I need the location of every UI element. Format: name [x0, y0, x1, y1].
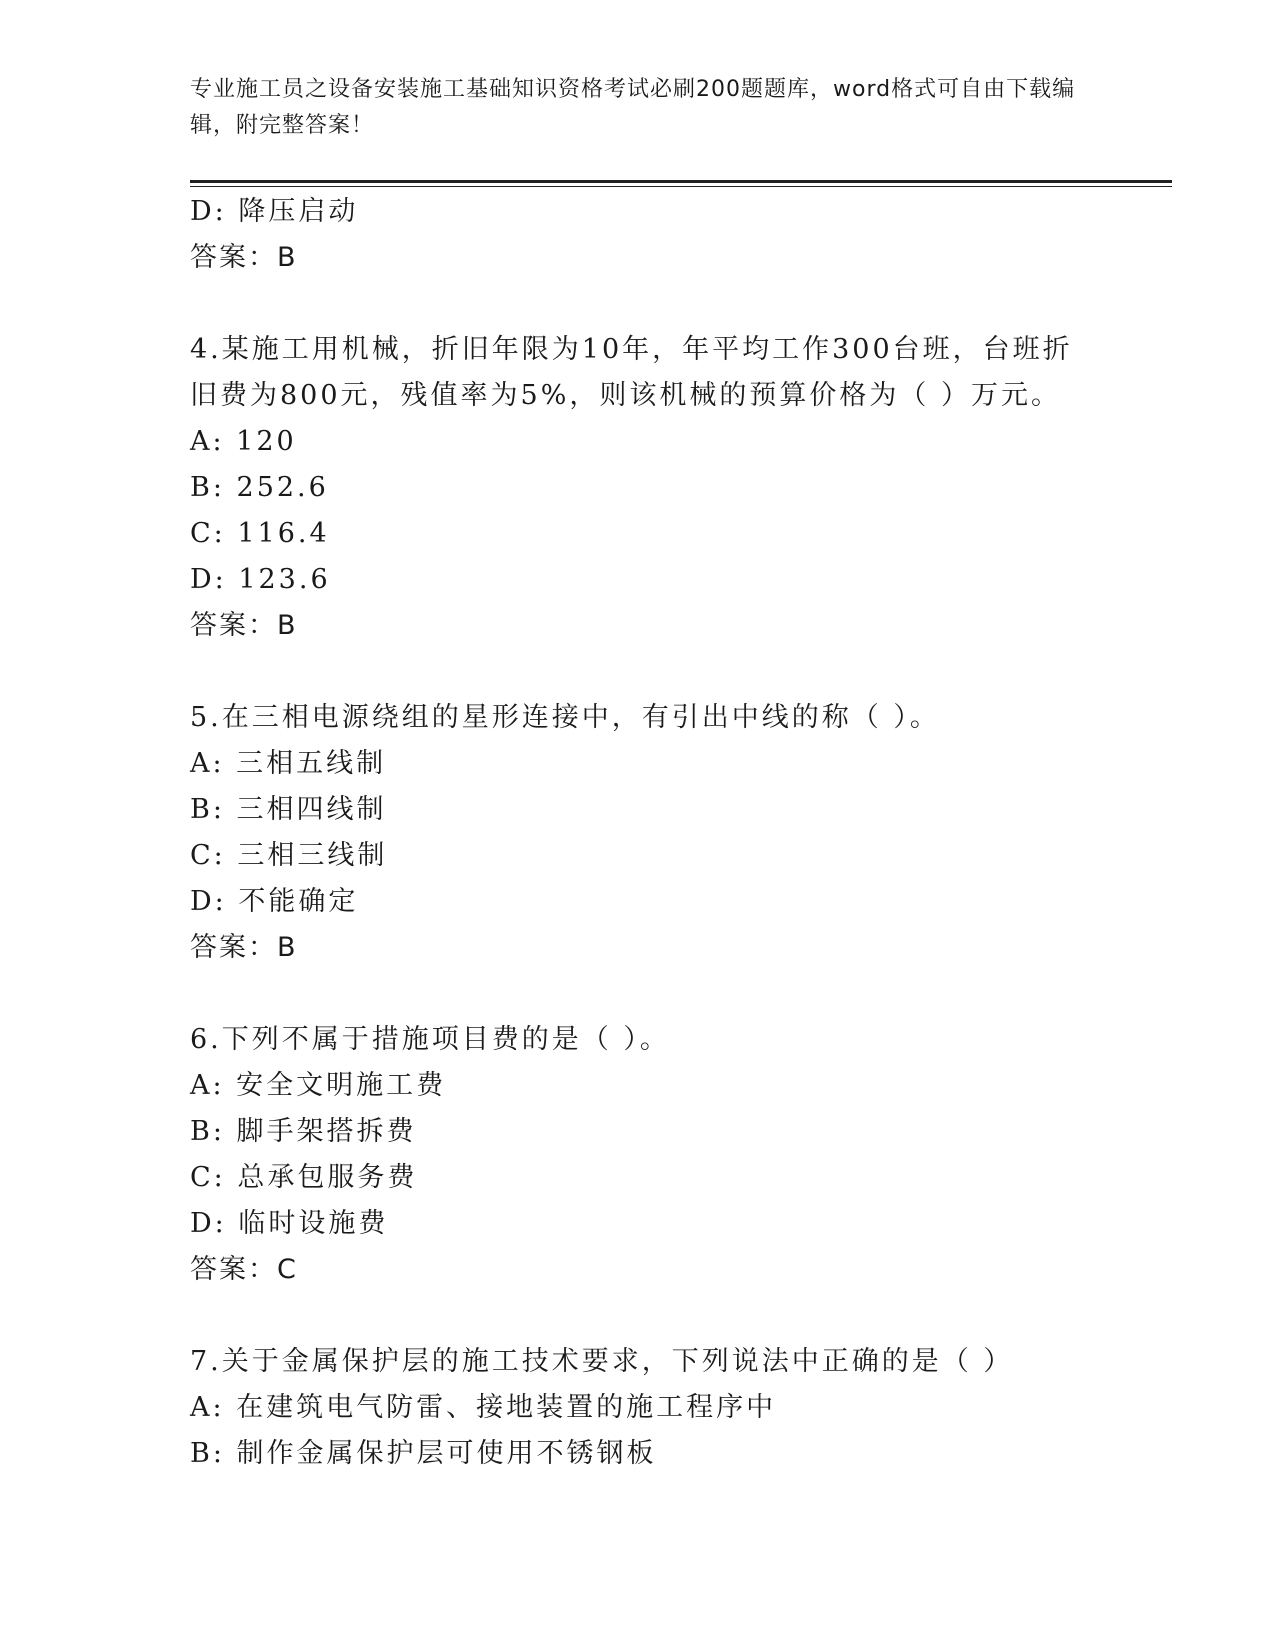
answer-line: 答案：B	[190, 932, 298, 963]
option-d: D: 123.6	[190, 564, 331, 595]
answer-line: 答案：B	[190, 242, 298, 273]
option-b: B: 脚手架搭拆费	[190, 1116, 417, 1147]
answer-line: 答案：C	[190, 1254, 298, 1285]
option-c: C: 总承包服务费	[190, 1162, 418, 1193]
question-stem: 5.在三相电源绕组的星形连接中，有引出中线的称（ ）。	[190, 702, 940, 733]
answer-line: 答案：B	[190, 610, 298, 641]
spacer	[190, 281, 1090, 327]
option-b: B: 三相四线制	[190, 794, 387, 825]
spacer	[190, 971, 1090, 1017]
option-a: A: 安全文明施工费	[190, 1070, 447, 1101]
question-stem: 4.某施工用机械，折旧年限为10年，年平均工作300台班，台班折旧费为800元，残值率为5%，则该机械的预算价格为（ ）万元。	[190, 334, 1073, 411]
spacer	[190, 1293, 1090, 1339]
header-rule-thin	[190, 186, 1172, 187]
option-a: A: 三相五线制	[190, 748, 387, 779]
option-c: C: 116.4	[190, 518, 330, 549]
question-list	[190, 189, 1090, 1477]
option-d: D: 不能确定	[190, 886, 359, 917]
option-d: D: 临时设施费	[190, 1208, 389, 1239]
header-rule-thick	[190, 180, 1172, 183]
option-a: A: 在建筑电气防雷、接地装置的施工程序中	[190, 1392, 777, 1423]
spacer	[190, 649, 1090, 695]
option-d: D: 降压启动	[190, 196, 359, 227]
option-b: B: 252.6	[190, 472, 329, 503]
document-header: 专业施工员之设备安装施工基础知识资格考试必刷200题题库，word格式可自由下载编辑，附完整答案！	[190, 77, 1076, 138]
option-a: A: 120	[190, 426, 297, 457]
option-c: C: 三相三线制	[190, 840, 388, 871]
question-stem: 6.下列不属于措施项目费的是（ ）。	[190, 1024, 670, 1055]
option-b: B: 制作金属保护层可使用不锈钢板	[190, 1438, 657, 1469]
question-stem: 7.关于金属保护层的施工技术要求，下列说法中正确的是（ ）	[190, 1346, 1014, 1377]
